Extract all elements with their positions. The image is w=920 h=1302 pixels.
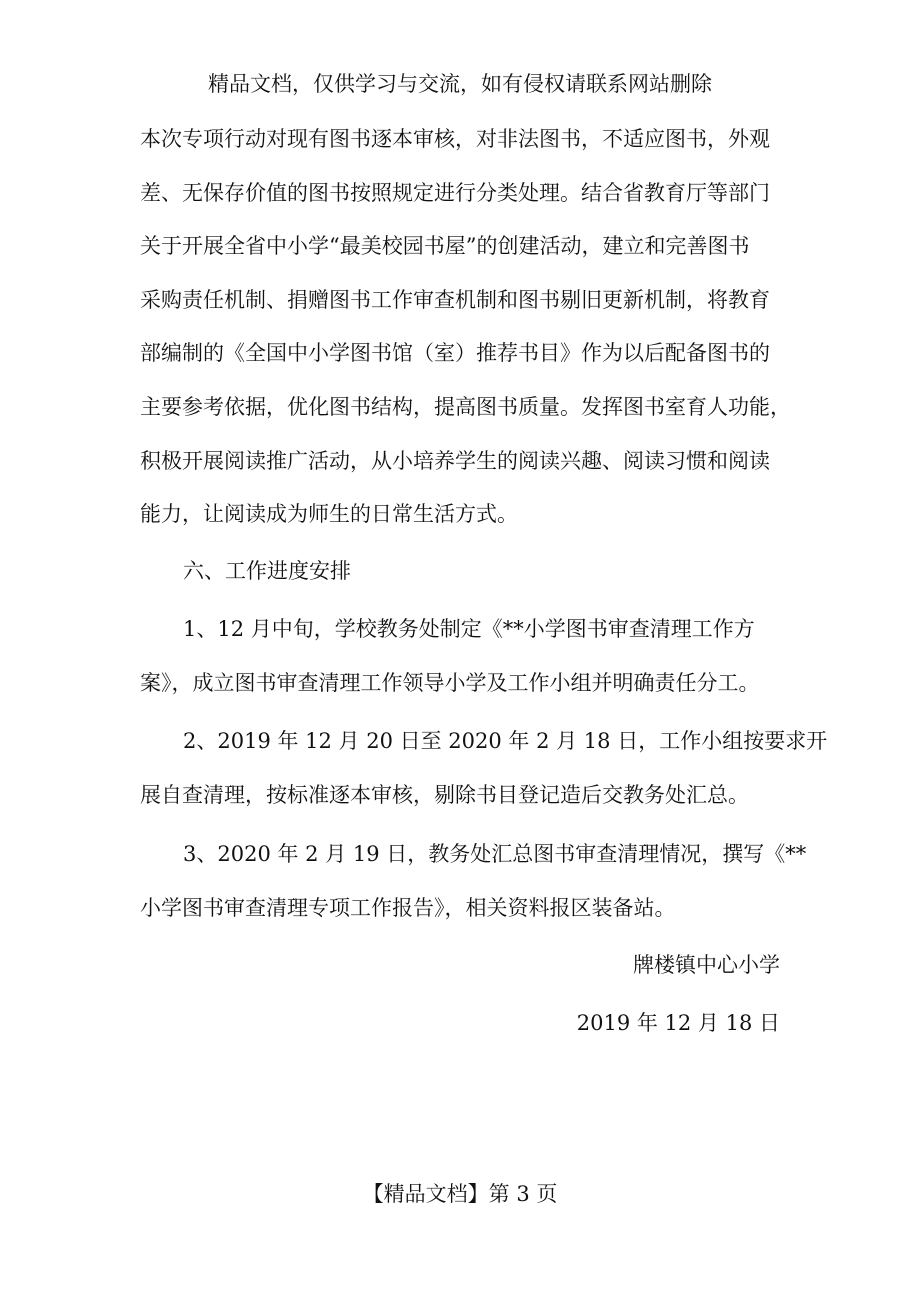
page-footer: 【精品文档】第 3 页	[362, 1182, 558, 1206]
body-line: 差、无保存价值的图书按照规定进行分类处理。结合省教育厅等部门	[140, 181, 770, 205]
schedule-item-2-line-1: 2、2019 年 12 月 20 日至 2020 年 2 月 18 日，工作小组按要求开	[183, 729, 828, 753]
body-line: 本次专项行动对现有图书逐本审核，对非法图书，不适应图书，外观	[140, 127, 770, 151]
schedule-item-3-line-2: 小学图书审查清理专项工作报告》，相关资料报区装备站。	[140, 896, 676, 920]
signature-organization: 牌楼镇中心小学	[633, 953, 780, 977]
schedule-item-3-line-1: 3、2020 年 2 月 19 日，教务处汇总图书审查清理情况，撰写《**	[183, 842, 807, 866]
schedule-item-2-line-2: 展自查清理，按标准逐本审核，剔除书目登记造后交教务处汇总。	[140, 783, 749, 807]
body-line: 采购责任机制、捐赠图书工作审查机制和图书剔旧更新机制，将教育	[140, 288, 770, 312]
signature-date: 2019 年 12 月 18 日	[576, 1011, 780, 1035]
schedule-item-1-line-2: 案》，成立图书审查清理工作领导小学及工作小组并明确责任分工。	[140, 671, 760, 695]
schedule-item-1-line-1: 1、12 月中旬，学校教务处制定《**小学图书审查清理工作方	[183, 617, 755, 641]
body-line: 部编制的《全国中小学图书馆（室）推荐书目》作为以后配备图书的	[140, 341, 770, 365]
body-line: 能力，让阅读成为师生的日常生活方式。	[140, 502, 518, 526]
header-note: 精品文档，仅供学习与交流，如有侵权请联系网站删除	[208, 72, 712, 96]
body-line: 积极开展阅读推广活动，从小培养学生的阅读兴趣、阅读习惯和阅读	[140, 449, 770, 473]
body-line: 关于开展全省中小学“最美校园书屋”的创建活动，建立和完善图书	[140, 234, 750, 258]
section-heading: 六、工作进度安排	[183, 559, 351, 583]
body-line: 主要参考依据，优化图书结构，提高图书质量。发挥图书室育人功能，	[140, 395, 791, 419]
